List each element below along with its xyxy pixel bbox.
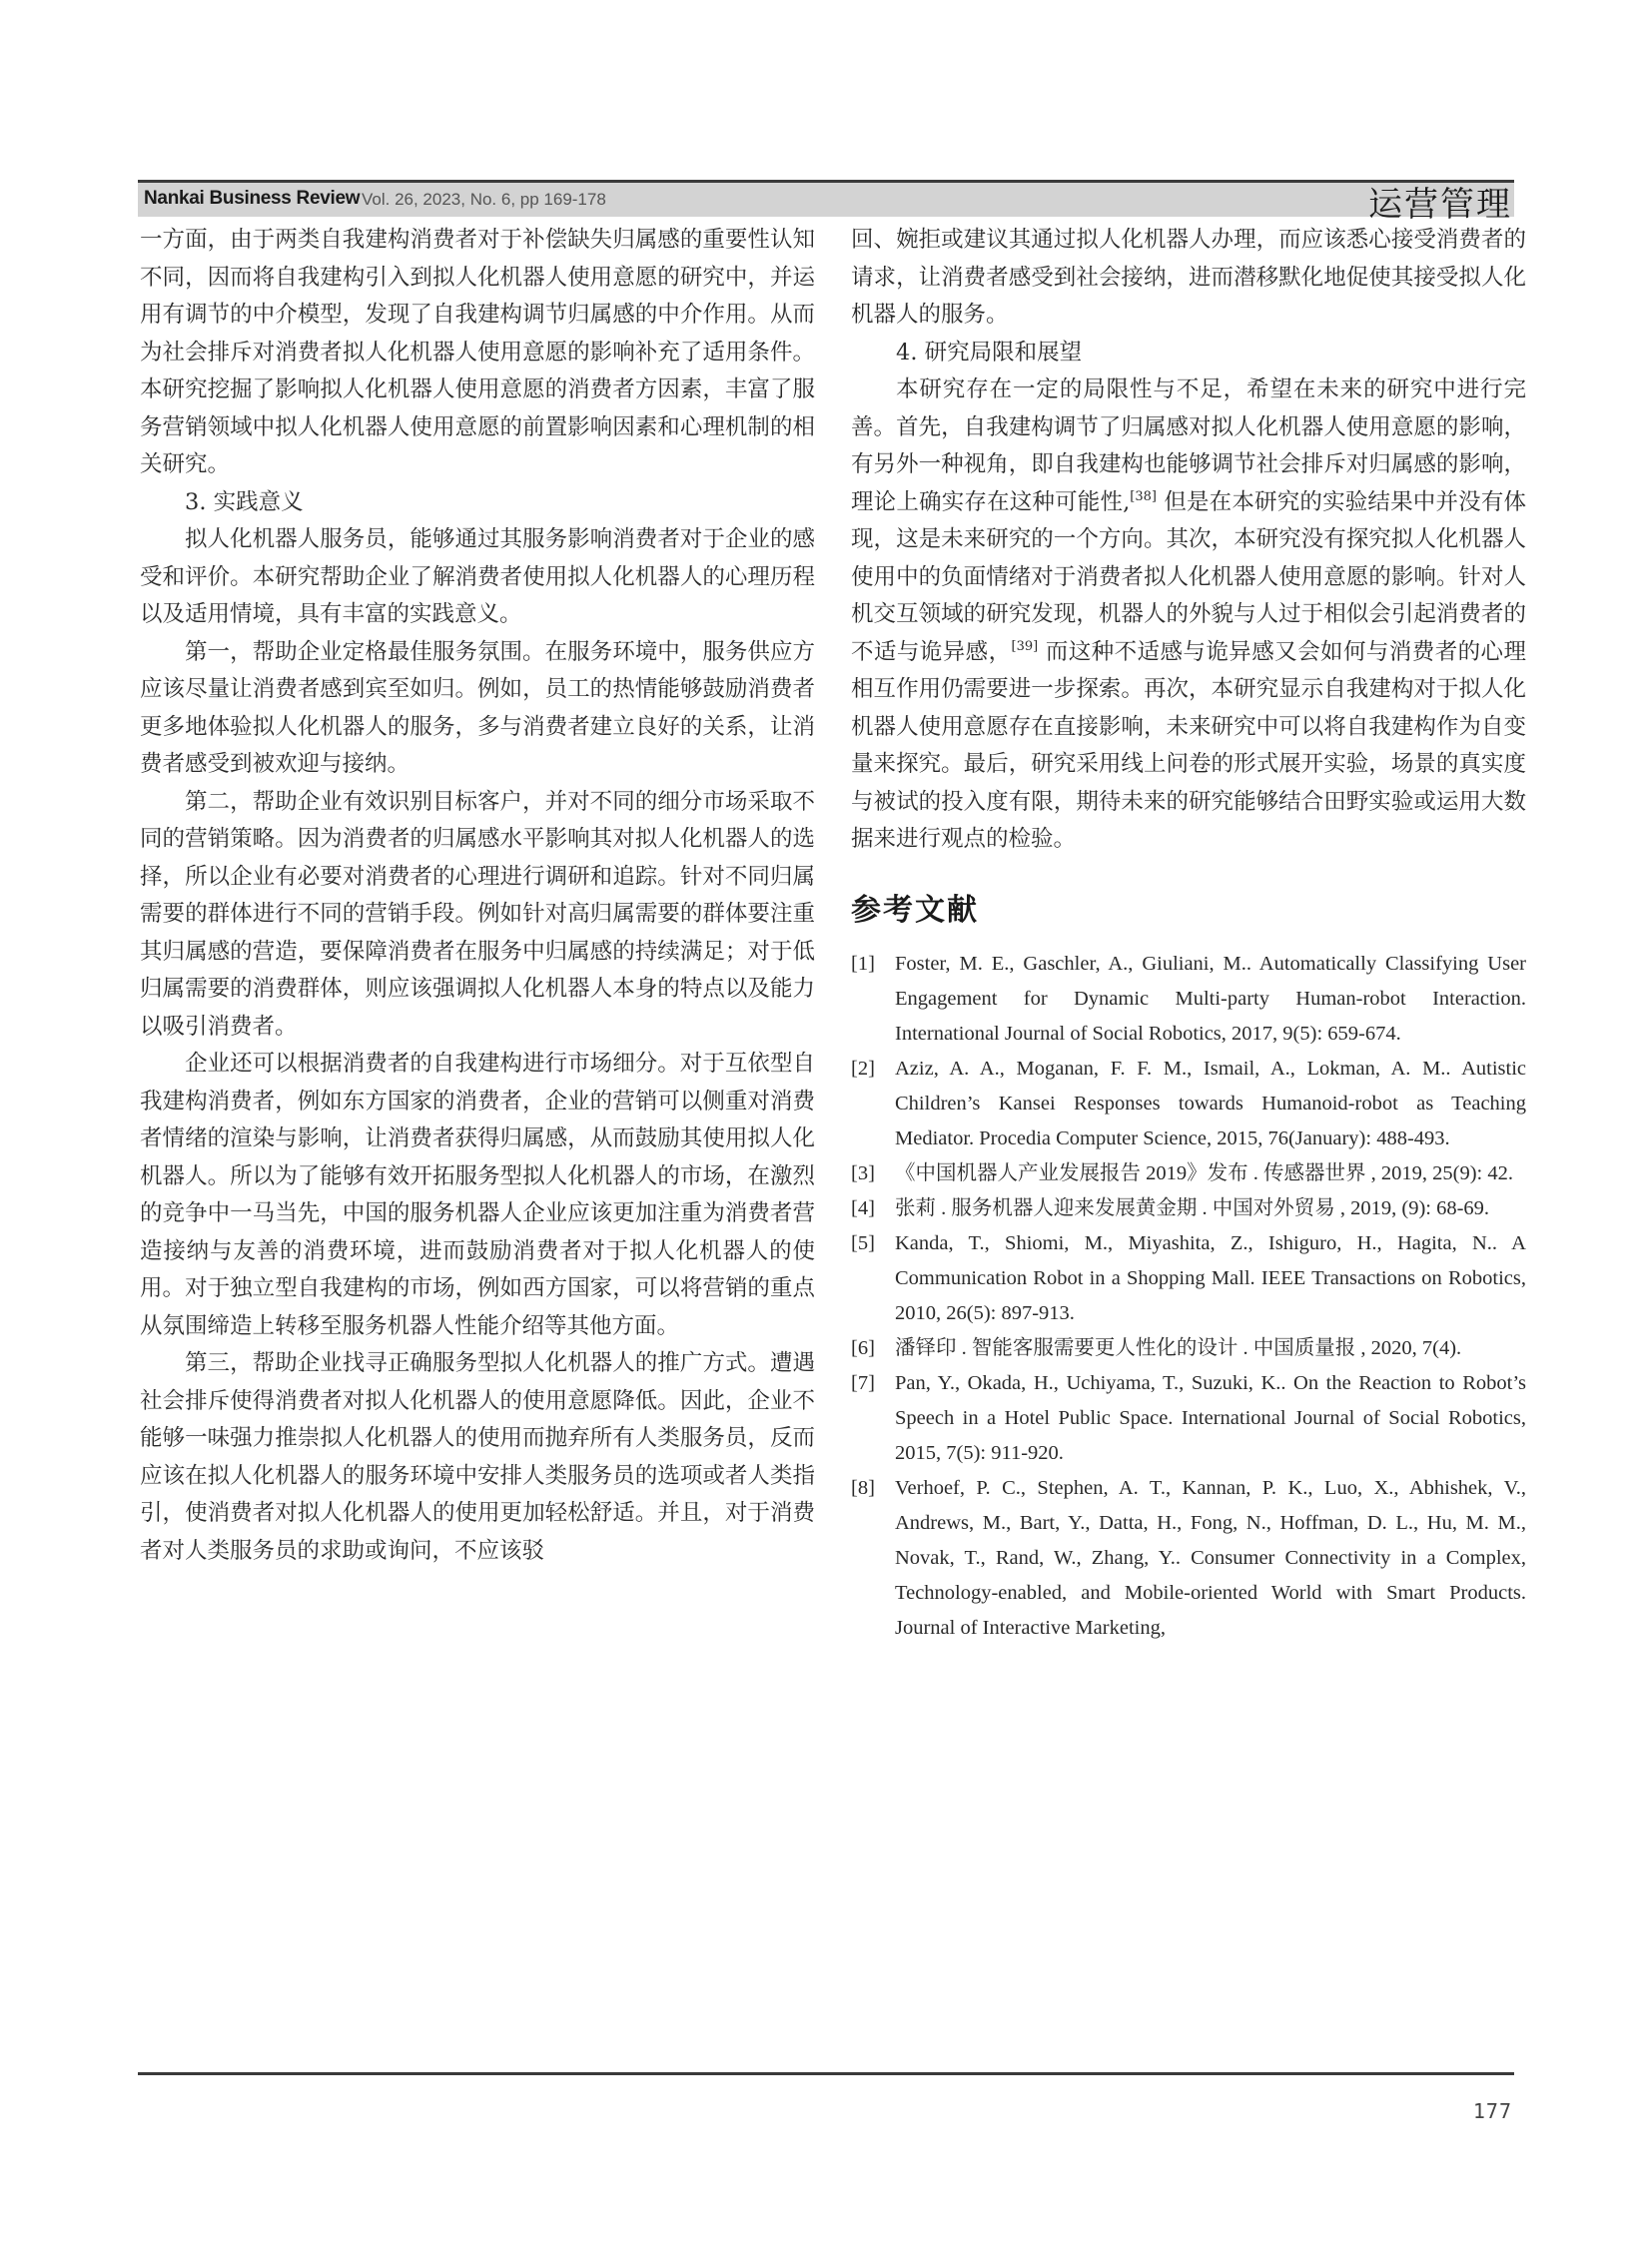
- subheading-practical-significance: 3. 实践意义: [185, 488, 304, 515]
- reference-number: [3]: [851, 1161, 875, 1184]
- reference-text: Foster, M. E., Gaschler, A., Giuliani, M.. Automatically Classifying User Engagement for Dynamic Multi-party Human-robot Interaction. International Journal of Social Robotics, 2017, 9(5): 659-674.: [895, 952, 1526, 1045]
- page-number: 177: [1472, 2099, 1512, 2123]
- reference-item: [851, 1191, 1526, 1226]
- limitations-text-1: 本研究存在一定的局限性与不足，希望在未来的研究中进行完善。首先，自我建构调节了归属感对拟人化机器人使用意愿的影响，有另外一种视角，即自我建构也能够调节社会排斥对归属感的影响，理论上确实存在这种可能性,: [851, 376, 1526, 515]
- reference-number: [5]: [851, 1231, 875, 1254]
- reference-text: Verhoef, P. C., Stephen, A. T., Kannan, P. K., Luo, X., Abhishek, V., Andrews, M., Bart, Y., Datta, H., Fong, N., Hoffman, D. L., Hu, M. M., Novak, T., Rand, W., Zhang, Y.. Consumer Connectivity in a Complex, Technology-enabled, and Mobile-oriented World with Smart Products. Journal of Interactive Marketing,: [895, 1476, 1526, 1639]
- reference-text: 张莉 . 服务机器人迎来发展黄金期 . 中国对外贸易 , 2019, (9): 68-69.: [895, 1196, 1490, 1219]
- paragraph-first-point: 第一，帮助企业定格最佳服务氛围。在服务环境中，服务供应方应该尽量让消费者感到宾至如归。例如，员工的热情能够鼓励消费者更多地体验拟人化机器人的服务，多与消费者建立良好的关系，让消费者感受到被欢迎与接纳。: [140, 638, 815, 777]
- reference-text: Pan, Y., Okada, H., Uchiyama, T., Suzuki, K.. On the Reaction to Robot’s Speech in a Hotel Public Space. International Journal of Social Robotics, 2015, 7(5): 911-920.: [895, 1371, 1526, 1464]
- reference-item: [851, 1156, 1526, 1191]
- reference-text: Kanda, T., Shiomi, M., Miyashita, Z., Ishiguro, H., Hagita, N.. A Communication Robot in a Shopping Mall. IEEE Transactions on Robotics, 2010, 26(5): 897-913.: [895, 1231, 1526, 1324]
- subheading-limitations: 4. 研究局限和展望: [896, 339, 1083, 366]
- citation-39: [39]: [1011, 638, 1039, 654]
- reference-number: [2]: [851, 1057, 875, 1080]
- reference-number: [8]: [851, 1476, 875, 1499]
- references-heading: 参考文献: [851, 892, 979, 928]
- section-title: 运营管理: [1368, 185, 1512, 225]
- reference-number: [1]: [851, 952, 875, 975]
- right-column: [851, 222, 1526, 1646]
- paragraph-segmentation: 企业还可以根据消费者的自我建构进行市场细分。对于互依型自我建构消费者，例如东方国家的消费者，企业的营销可以侧重对消费者情绪的渲染与影响，让消费者获得归属感，从而鼓励其使用拟人化机器人。所以为了能够有效开拓服务型拟人化机器人的市场，在激烈的竞争中一马当先，中国的服务机器人企业应该更加注重为消费者营造接纳与友善的消费环境，进而鼓励消费者对于拟人化机器人的使用。对于独立型自我建构的市场，例如西方国家，可以将营销的重点从氛围缔造上转移至服务机器人性能介绍等其他方面。: [140, 1051, 815, 1339]
- reference-item: [851, 1052, 1526, 1156]
- paragraph-third-point: 第三，帮助企业找寻正确服务型拟人化机器人的推广方式。遭遇社会排斥使得消费者对拟人化机器人的使用意愿降低。因此，企业不能够一味强力推崇拟人化机器人的使用而抛弃所有人类服务员，反而应该在拟人化机器人的服务环境中安排人类服务员的选项或者人类指引，使消费者对拟人化机器人的使用更加轻松舒适。并且，对于消费者对人类服务员的求助或询问，不应该驳: [140, 1350, 815, 1564]
- limitations-text-3: 而这种不适感与诡异感又会如何与消费者的心理相互作用仍需要进一步探索。再次，本研究显示自我建构对于拟人化机器人使用意愿存在直接影响，未来研究中可以将自我建构作为自变量来探究。最后，研究采用线上问卷的形式展开实验，场景的真实度与被试的投入度有限，期待未来的研究能够结合田野实验或运用大数据来进行观点的检验。: [851, 638, 1526, 852]
- reference-text: 《中国机器人产业发展报告 2019》发布 . 传感器世界 , 2019, 25(9): 42.: [895, 1161, 1513, 1184]
- volume-info: Vol. 26, 2023, No. 6, pp 169-178: [362, 190, 606, 209]
- footer-rule: [138, 2072, 1514, 2075]
- reference-text: 潘铎印 . 智能客服需要更人性化的设计 . 中国质量报 , 2020, 7(4).: [895, 1336, 1462, 1359]
- reference-item: [851, 947, 1526, 1052]
- paragraph-limitations: [851, 372, 1526, 859]
- running-header: [138, 180, 1514, 225]
- paragraph-second-point: 第二，帮助企业有效识别目标客户，并对不同的细分市场采取不同的营销策略。因为消费者的归属感水平影响其对拟人化机器人的选择，所以企业有必要对消费者的心理进行调研和追踪。针对不同归属需要的群体进行不同的营销手段。例如针对高归属需要的群体要注重其归属感的营造，要保障消费者在服务中归属感的持续满足；对于低归属需要的消费群体，则应该强调拟人化机器人本身的特点以及能力以吸引消费者。: [140, 788, 815, 1040]
- paragraph-continued: 回、婉拒或建议其通过拟人化机器人办理，而应该悉心接受消费者的请求，让消费者感受到社会接纳，进而潜移默化地促使其接受拟人化机器人的服务。: [851, 227, 1526, 328]
- journal-name: Nankai Business Review: [144, 188, 361, 209]
- reference-item: [851, 1471, 1526, 1646]
- reference-text: Aziz, A. A., Moganan, F. F. M., Ismail, A., Lokman, A. M.. Autistic Children’s Kansei Responses towards Humanoid-robot as Teaching Mediator. Procedia Computer Science, 2015, 76(January): 488-493.: [895, 1057, 1526, 1149]
- reference-item: [851, 1331, 1526, 1366]
- left-column: [140, 222, 815, 1570]
- reference-number: [4]: [851, 1196, 875, 1219]
- paragraph-practical-intro: 拟人化机器人服务员，能够通过其服务影响消费者对于企业的感受和评价。本研究帮助企业了解消费者使用拟人化机器人的心理历程以及适用情境，具有丰富的实践意义。: [140, 526, 815, 627]
- reference-item: [851, 1366, 1526, 1471]
- reference-item: [851, 1226, 1526, 1331]
- citation-38: [38]: [1130, 488, 1157, 504]
- limitations-text-2: 但是在本研究的实验结果中并没有体现，这是未来研究的一个方向。其次，本研究没有探究拟人化机器人使用中的负面情绪对于消费者拟人化机器人使用意愿的影响。针对人机交互领域的研究发现，机器人的外貌与人过于相似会引起消费者的不适与诡异感，: [851, 488, 1526, 665]
- paragraph-contribution: 一方面，由于两类自我建构消费者对于补偿缺失归属感的重要性认知不同，因而将自我建构引入到拟人化机器人使用意愿的研究中，并运用有调节的中介模型，发现了自我建构调节归属感的中介作用。从而为社会排斥对消费者拟人化机器人使用意愿的影响补充了适用条件。本研究挖掘了影响拟人化机器人使用意愿的消费者方因素，丰富了服务营销领域中拟人化机器人使用意愿的前置影响因素和心理机制的相关研究。: [140, 227, 815, 477]
- reference-number: [6]: [851, 1336, 875, 1359]
- reference-number: [7]: [851, 1371, 875, 1394]
- reference-list: [851, 947, 1526, 1646]
